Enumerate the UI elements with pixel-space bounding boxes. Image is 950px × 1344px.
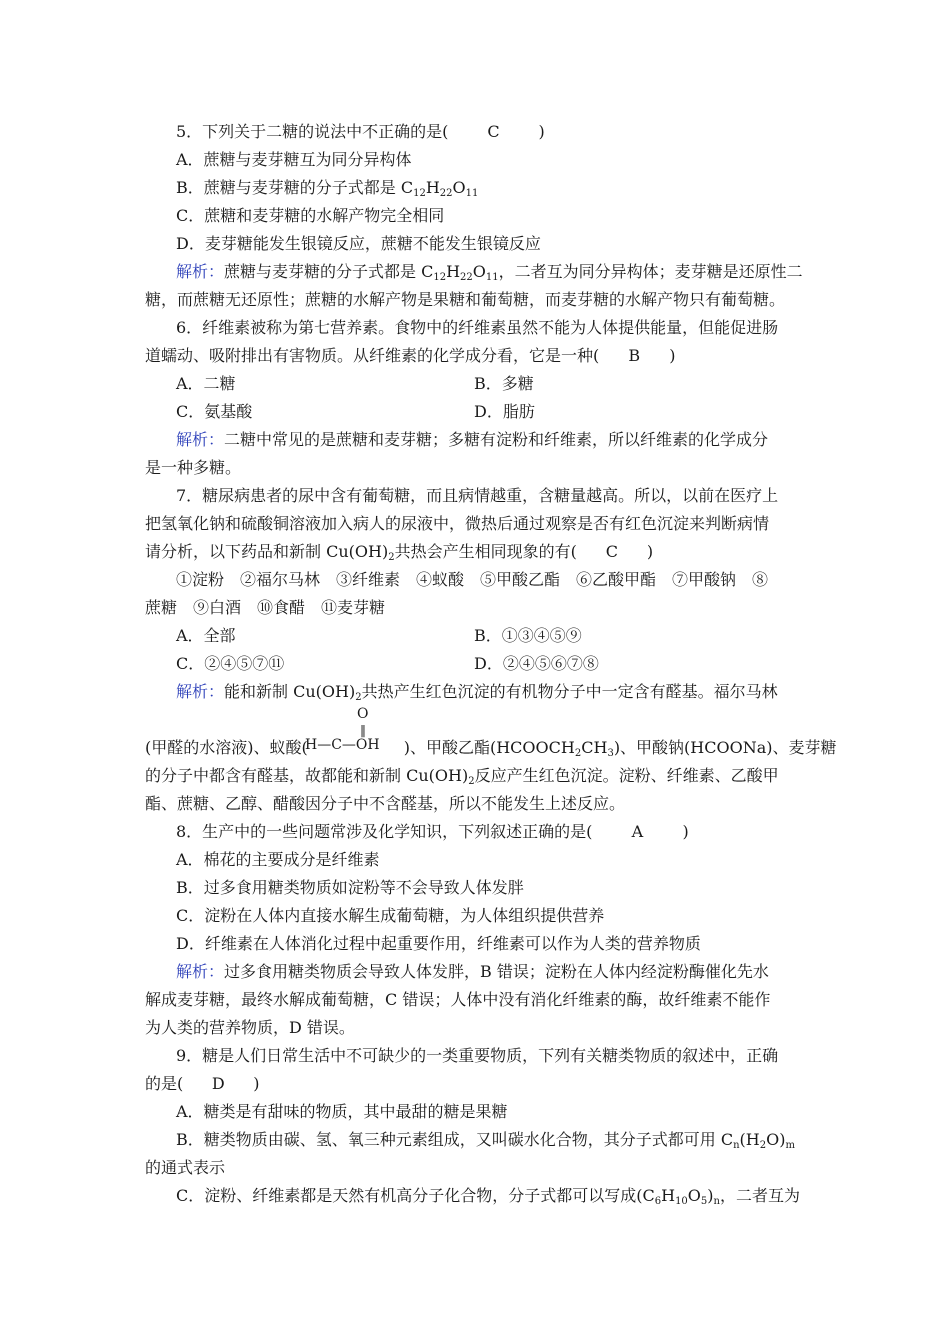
q7-option-c: C．②④⑤⑦⑪ — [176, 654, 285, 673]
q9-stem-line1: 9．糖是人们日常生活中不可缺少的一类重要物质，下列有关糖类物质的叙述中，正确 — [176, 1046, 779, 1065]
q7-items-line1: ①淀粉 ②福尔马林 ③纤维素 ④蚁酸 ⑤甲酸乙酯 ⑥乙酸甲酯 ⑦甲酸钠 ⑧ — [176, 570, 769, 589]
q8-explanation-line3: 为人类的营养物质，D 错误。 — [145, 1018, 355, 1037]
q7-answer: C — [605, 542, 618, 561]
q5-option-a: A．蔗糖与麦芽糖互为同分异构体 — [176, 150, 412, 169]
q9-stem-line2: 的是( D ) — [145, 1074, 260, 1093]
q7-stem-line3: 请分析，以下药品和新制 $Cu(OH)_2$共热会产生相同现象的有( C ) — [145, 542, 654, 563]
q6-stem-line2: 道蠕动、吸附排出有害物质。从纤维素的化学成分看，它是一种( B ) — [145, 346, 676, 365]
q5-answer: C — [487, 122, 500, 141]
q5-option-c: C．蔗糖和麦芽糖的水解产物完全相同 — [176, 206, 445, 225]
q9-option-b-cont: 的通式表示 — [145, 1158, 226, 1177]
q5-option-b: B．蔗糖与麦芽糖的分子式都是 $C_{12}H_{22}O_{11}$ — [176, 178, 479, 199]
q7-explanation-line4: 酯、蔗糖、乙醇、醋酸因分子中不含醛基，所以不能发生上述反应。 — [145, 794, 626, 813]
q8-option-b: B．过多食用糖类物质如淀粉等不会导致人体发胖 — [176, 878, 524, 897]
q6-explanation: 解析：二糖中常见的是蔗糖和麦芽糖；多糖有淀粉和纤维素，所以纤维素的化学成分 — [176, 430, 769, 449]
q6-option-a: A．二糖 — [176, 374, 236, 393]
q8-option-d: D．纤维素在人体消化过程中起重要作用，纤维素可以作为人类的营养物质 — [176, 934, 701, 953]
q7-explanation-line2: (甲醛的水溶液)、蚁酸( )、甲酸乙酯$(HCOOCH_2CH_3)$、甲酸钠(HCOONa)、麦芽糖 — [145, 738, 837, 759]
structure-chain: H—C—OH — [305, 737, 380, 753]
q7-stem-line2: 把氢氧化钠和硫酸铜溶液加入病人的尿液中，微热后通过观察是否有红色沉淀来判断病情 — [145, 514, 770, 533]
q7-stem-line1: 7．糖尿病患者的尿中含有葡萄糖，而且病情越重，含糖量越高。所以，以前在医疗上 — [176, 486, 779, 505]
explanation-label: 解析： — [176, 262, 225, 281]
q9-option-a: A．糖类是有甜味的物质，其中最甜的糖是果糖 — [176, 1102, 508, 1121]
q6-stem-line1: 6．纤维素被称为第七营养素。食物中的纤维素虽然不能为人体提供能量，但能促进肠 — [176, 318, 779, 337]
q9-option-c: C．淀粉、纤维素都是天然有机高分子化合物，分子式都可以写成$(C_6H_{10}O_5)_n$，二者互为 — [176, 1186, 801, 1207]
q5-explanation-cont: 糖，而蔗糖无还原性；蔗糖的水解产物是果糖和葡萄糖，而麦芽糖的水解产物只有葡萄糖。 — [145, 290, 786, 309]
q8-answer: A — [631, 822, 644, 841]
q8-option-a: A．棉花的主要成分是纤维素 — [176, 850, 380, 869]
q6-option-d: D．脂肪 — [474, 402, 535, 421]
q6-option-b: B．多糖 — [474, 374, 534, 393]
q6-answer: B — [628, 346, 641, 365]
q9-answer: D — [211, 1074, 225, 1093]
q5-explanation: 解析：蔗糖与麦芽糖的分子式都是 $C_{12}H_{22}O_{11}$，二者互为同分异构体；麦芽糖是还原性二 — [176, 262, 803, 283]
q5-option-d: D．麦芽糖能发生银镜反应，蔗糖不能发生银镜反应 — [176, 234, 541, 253]
q9-option-b: B．糖类物质由碳、氢、氧三种元素组成，又叫碳水化合物，其分子式都可用 $C_n(H_2O)_m$ — [176, 1130, 795, 1151]
q7-explanation: 解析：能和新制 $Cu(OH)_2$共热产生红色沉淀的有机物分子中一定含有醛基。福尔马林 — [176, 682, 778, 703]
q8-stem: 8．生产中的一些问题常涉及化学知识，下列叙述正确的是( A ) — [176, 822, 689, 841]
q8-explanation: 解析：过多食用糖类物质会导致人体发胖，B 错误；淀粉在人体内经淀粉酶催化先水 — [176, 962, 769, 981]
explanation-label: 解析： — [176, 430, 225, 449]
explanation-label: 解析： — [176, 682, 225, 701]
q7-option-a: A．全部 — [176, 626, 236, 645]
q6-explanation-cont: 是一种多糖。 — [145, 458, 242, 477]
structure-oxygen: O — [357, 706, 369, 722]
structure-double-bond: ‖ — [360, 723, 365, 737]
q8-option-c: C．淀粉在人体内直接水解生成葡萄糖，为人体组织提供营养 — [176, 906, 605, 925]
q8-explanation-line2: 解成麦芽糖，最终水解成葡萄糖，C 错误；人体中没有消化纤维素的酶，故纤维素不能作 — [145, 990, 771, 1009]
q7-option-d: D．②④⑤⑥⑦⑧ — [474, 654, 599, 673]
q7-items-line2: 蔗糖 ⑨白酒 ⑩食醋 ⑪麦芽糖 — [145, 598, 386, 617]
explanation-label: 解析： — [176, 962, 225, 981]
q7-option-b: B．①③④⑤⑨ — [474, 626, 582, 645]
q7-explanation-line3: 的分子中都含有醛基，故都能和新制 $Cu(OH)_2$反应产生红色沉淀。淀粉、纤维素、乙酸甲 — [145, 766, 779, 787]
q6-option-c: C．氨基酸 — [176, 402, 253, 421]
q5-stem: 5．下列关于二糖的说法中不正确的是( C ) — [176, 122, 545, 141]
